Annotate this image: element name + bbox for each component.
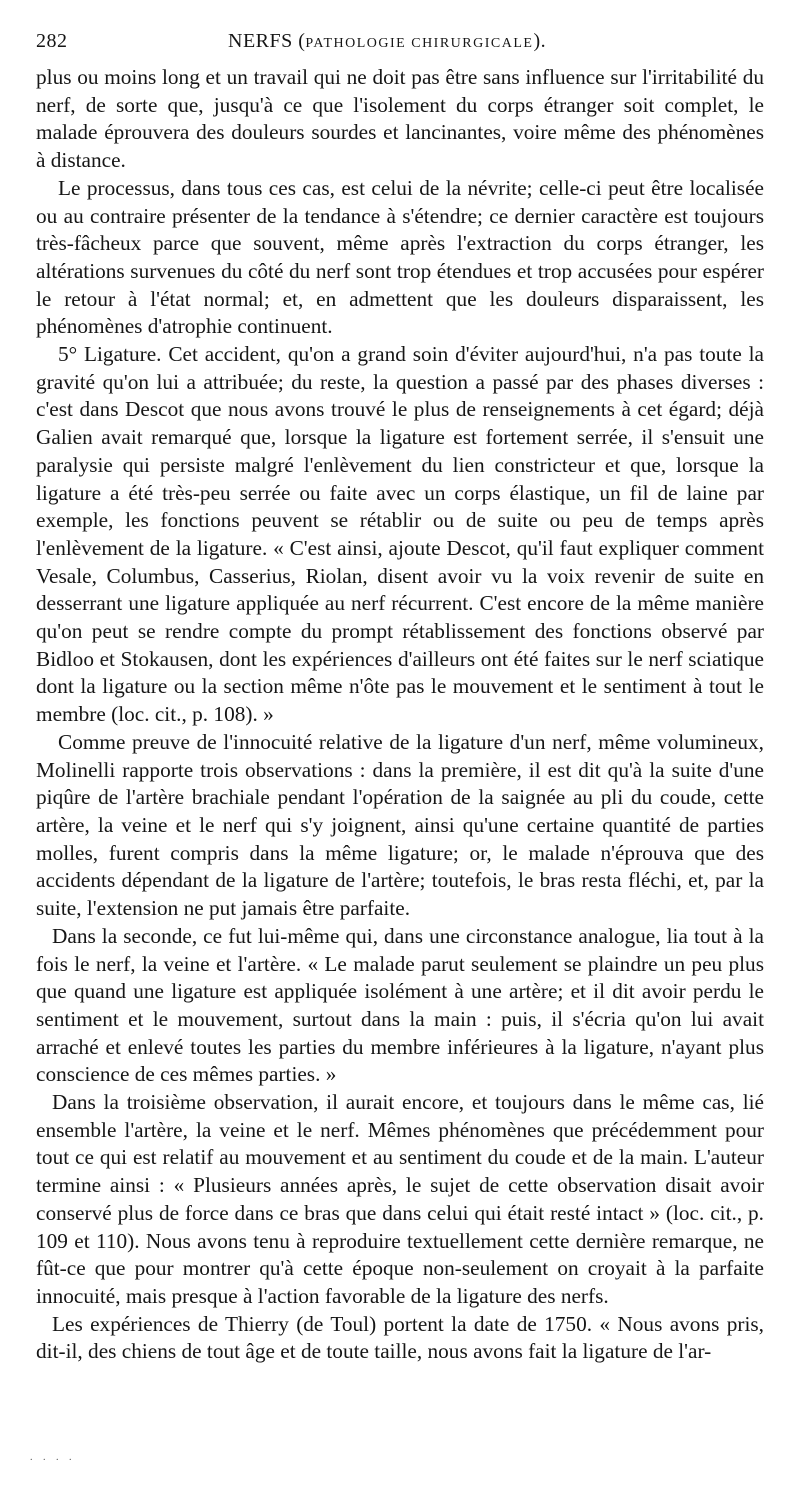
book-page	[36, 28, 764, 1366]
running-header	[36, 28, 764, 64]
running-title-subtitle: PATHOLOGIE CHIRURGICALE	[305, 36, 534, 51]
paragraph-continuation: plus ou moins long et un travail qui ne doit pas être sans influence sur l'irritabilité du nerf, de sorte que, jusqu'à ce que l'isolement du corps étranger soit complet, le malade éprouvera des douleurs sourdes et lancinantes, voire même des phénomènes à distance.	[36, 65, 764, 173]
paragraph-seconde: Dans la seconde, ce fut lui-même qui, dans une circonstance analogue, lia tout à la fois le nerf, la veine et l'artère. « Le malade parut seulement se plaindre un peu plus que quand une ligature est appliquée isolément à une artère; et il dit avoir perdu le sentiment et le mouvement, surtout dans la main : puis, il s'écria qu'on lui avait arraché et enlevé toutes les parties du membre inférieures à la ligature, n'ayant plus conscience de ces mêmes parties. »	[36, 923, 764, 1087]
paragraph-thierry: Les expériences de Thierry (de Toul) portent la date de 1750. « Nous avons pris, dit-il, des chiens de tout âge et de toute taille, nous avons fait la ligature de l'ar-	[36, 1311, 764, 1364]
page-number: 282	[36, 30, 68, 52]
paragraph-ligature: 5° Ligature. Cet accident, qu'on a grand soin d'éviter aujourd'hui, n'a pas toute la gravité qu'on lui a attribuée; du reste, la question a passé par des phases diverses : c'est dans Descot que nous avons trouvé le plus de renseignements à cet égard; déjà Galien avait remarqué que, lorsque la ligature est fortement serrée, il s'ensuit une paralysie qui persiste malgré l'enlèvement du lien constricteur et que, lorsque la ligature a été très-peu serrée ou faite avec un corps élastique, un fil de laine par exemple, les fonctions peuvent se rétablir ou de suite ou peu de temps après l'enlèvement de la ligature. « C'est ainsi, ajoute Descot, qu'il faut expliquer comment Vesale, Columbus, Casserius, Riolan, disent avoir vu la voix revenir de suite en desserrant une ligature appliquée au nerf récurrent. C'est encore de la même manière qu'on peut se rendre compte du prompt rétablissement des fonctions observé par Bidloo et Stokausen, dont les expériences d'ailleurs ont été faites sur le nerf sciatique dont la ligature ou la section même n'ôte pas le mouvement et le sentiment à tout le membre (loc. cit., p. 108). »	[36, 342, 764, 727]
running-title-main: NERFS (	[228, 30, 306, 52]
footer-marks: . . . .	[30, 1452, 76, 1463]
body-text	[36, 64, 764, 1366]
paragraph-processus: Le processus, dans tous ces cas, est celui de la névrite; celle-ci peut être localisée ou au contraire présenter de la tendance à s'étendre; ce dernier caractère est toujours très-fâcheux parce que souvent, même après l'extraction du corps étranger, les altérations survenues du côté du nerf sont trop étendues et trop accusées pour espérer le retour à l'état normal; et, en admettent que les douleurs disparaissent, les phénomènes d'atrophie continuent.	[36, 175, 764, 339]
running-title-end: ).	[533, 30, 547, 52]
running-title	[196, 28, 764, 57]
paragraph-molinelli: Comme preuve de l'innocuité relative de la ligature d'un nerf, même volumineux, Molinelli rapporte trois observations : dans la première, il est dit qu'à la suite d'une piqûre de l'artère brachiale pendant l'opération de la saignée au pli du coude, cette artère, la veine et le nerf qui s'y joignent, ainsi qu'une certaine quantité de parties molles, furent compris dans la même ligature; or, le malade n'éprouva que des accidents dépendant de la ligature de l'artère; toutefois, le bras resta fléchi, et, par la suite, l'extension ne put jamais être parfaite.	[36, 729, 764, 921]
paragraph-troisieme: Dans la troisième observation, il aurait encore, et toujours dans le même cas, lié ensemble l'artère, la veine et le nerf. Mêmes phénomènes que précédemment pour tout ce qui est relatif au mouvement et au sentiment du coude et de la main. L'auteur termine ainsi : « Plusieurs années après, le sujet de cette observation disait avoir conservé plus de force dans ce bras que dans celui qui était resté intact » (loc. cit., p. 109 et 110). Nous avons tenu à reproduire textuellement cette dernière remarque, ne fût-ce que pour montrer qu'à cette époque non-seulement on croyait à la parfaite innocuité, mais presque à l'action favorable de la ligature des nerfs.	[36, 1090, 764, 1308]
